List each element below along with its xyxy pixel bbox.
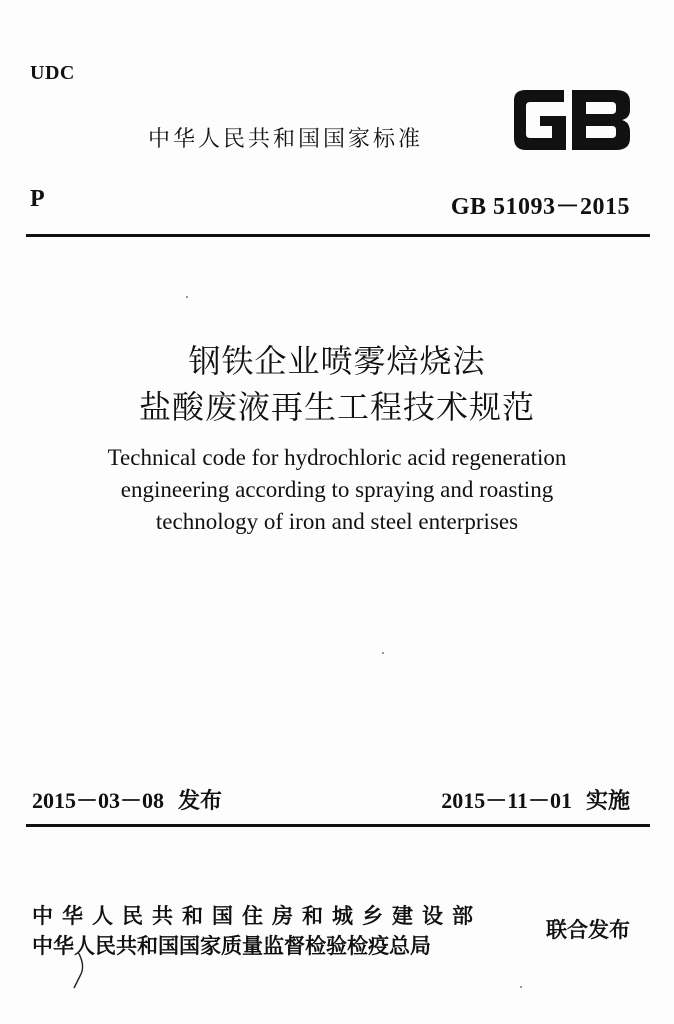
joint-issue-label: 联合发布 <box>546 918 630 942</box>
pen-stroke-mark <box>70 950 90 990</box>
issuer-line1: 中华人民共和国住房和城乡建设部 <box>32 904 482 928</box>
top-divider <box>26 234 650 237</box>
implement-date-block <box>441 784 630 815</box>
issuer-line2: 中华人民共和国国家质量监督检验检疫总局 <box>32 934 431 958</box>
standard-number: GB 51093－2015 <box>450 194 630 220</box>
implement-date: 2015－11－01 <box>441 788 572 813</box>
scan-speck <box>186 296 188 298</box>
title-en-line2: engineering according to spraying and roasting <box>120 477 554 502</box>
bottom-divider <box>26 824 650 827</box>
udc-label: UDC <box>30 62 75 84</box>
gb-logo-icon <box>508 86 634 154</box>
implement-label: 实施 <box>585 789 630 814</box>
standard-type: 中华人民共和国国家标准 <box>148 127 424 152</box>
title-en-line3: technology of iron and steel enterprises <box>155 509 519 534</box>
issue-date-block <box>32 784 222 815</box>
title-cn-line1: 钢铁企业喷雾焙烧法 <box>188 342 486 380</box>
scan-speck <box>520 986 522 988</box>
issue-label: 发布 <box>178 789 223 814</box>
category-letter: P <box>30 186 45 212</box>
issue-date: 2015－03－08 <box>32 788 165 813</box>
scan-speck <box>382 652 384 654</box>
title-en-line1: Technical code for hydrochloric acid regeneration <box>107 445 567 470</box>
title-cn-line2: 盐酸废液再生工程技术规范 <box>138 388 535 426</box>
